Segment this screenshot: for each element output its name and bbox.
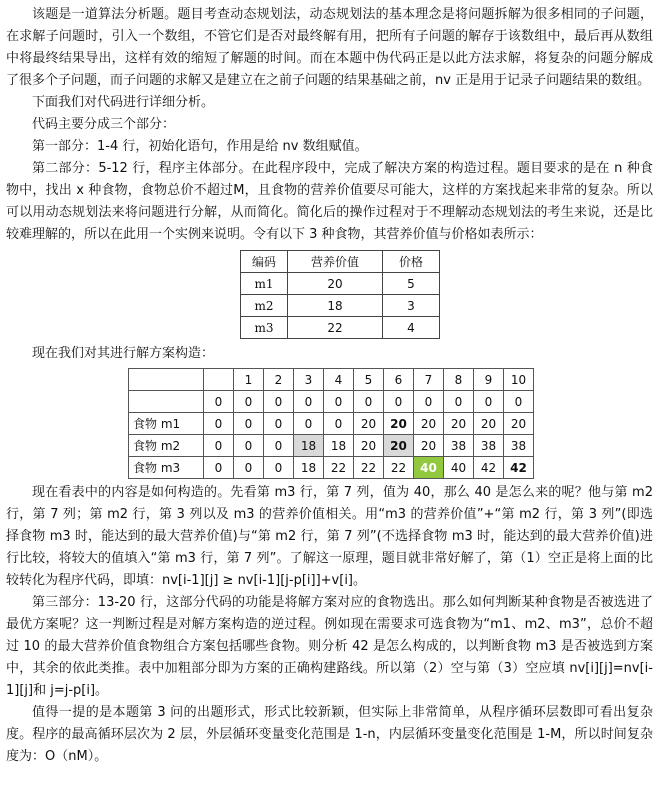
dp-cell: 20 bbox=[474, 413, 504, 435]
dp-row-label: 食物 m3 bbox=[129, 457, 204, 479]
dp-cell: 18 bbox=[294, 457, 324, 479]
dp-cell: 0 bbox=[504, 391, 534, 413]
dp-col-header: 9 bbox=[474, 369, 504, 391]
dp-cell: 42 bbox=[474, 457, 504, 479]
price-table-header bbox=[241, 251, 440, 273]
dp-cell: 0 bbox=[234, 435, 264, 457]
cell-value: 22 bbox=[288, 317, 383, 339]
dp-cell: 18 bbox=[324, 435, 354, 457]
dp-cell: 0 bbox=[264, 391, 294, 413]
header-price: 价格 bbox=[383, 251, 440, 273]
dp-cell: 38 bbox=[444, 435, 474, 457]
paragraph-parts: 代码主要分成三个部分： bbox=[32, 117, 176, 132]
cell-price: 5 bbox=[383, 273, 440, 295]
dp-col-header: 8 bbox=[444, 369, 474, 391]
price-row-m1 bbox=[241, 273, 440, 295]
dp-cell: 20 bbox=[354, 413, 384, 435]
cell-value: 18 bbox=[288, 295, 383, 317]
dp-col-header: 6 bbox=[384, 369, 414, 391]
paragraph-construct: 现在我们对其进行解方案构造： bbox=[32, 346, 215, 361]
food-price-table bbox=[240, 250, 440, 339]
dp-row-m3 bbox=[129, 457, 534, 479]
dp-cell: 0 bbox=[414, 391, 444, 413]
dp-cell: 20 bbox=[504, 413, 534, 435]
paragraph-part2: 第二部分：5-12 行，程序主体部分。在此程序段中，完成了解决方案的构造过程。题目要求的是在 n 种食物中，找出 x 种食物，食物总价不超过M，且食物的营养价值要尽可能大，这样的方案找起来非常的复杂。所以可以用动态规划法来将问题进行分解，从而简化。简化后的操作过程对于不理解动态规划法的考生来说，还是比较难理解的，所以在此用一个实例来说明。令有以下 3 种食物，其营养价值与价格如表所示： bbox=[6, 161, 653, 242]
dp-cell: 0 bbox=[474, 391, 504, 413]
dp-row-m2 bbox=[129, 435, 534, 457]
dp-col-header: 1 bbox=[234, 369, 264, 391]
dp-cell: 22 bbox=[354, 457, 384, 479]
price-row-m2 bbox=[241, 295, 440, 317]
dp-cell: 0 bbox=[324, 391, 354, 413]
dp-col-header: 2 bbox=[264, 369, 294, 391]
dp-cell: 22 bbox=[324, 457, 354, 479]
dp-cell: 0 bbox=[204, 435, 234, 457]
dp-cell: 0 bbox=[264, 435, 294, 457]
dp-cell: 0 bbox=[354, 391, 384, 413]
dp-row-0 bbox=[129, 391, 534, 413]
paragraph-part3: 第三部分：13-20 行，这部分代码的功能是将解方案对应的食物选出。那么如何判断某种食物是否被选进了最优方案呢？这一判断过程是对解方案构造的逆过程。例如现在需要求可选食物为“m1、m2、m3”，总价不超过 10 的最大营养价值食物组合方案包括哪些食物。则分析 42 是怎么构成的，以判断食物 m3 是否被选到方案中，其余的依此类推。表中加粗部分即为方案的正确构建路线。所以第（2）空与第（3）空应填 nv[i][j]=nv[i-1][j]和 j=j-p[i]。 bbox=[6, 595, 653, 698]
dp-cell-path: 42 bbox=[504, 457, 534, 479]
dp-table bbox=[128, 368, 534, 479]
dp-cell: 20 bbox=[414, 435, 444, 457]
dp-cell: 0 bbox=[294, 391, 324, 413]
paragraph-analysis: 下面我们对代码进行详细分析。 bbox=[32, 95, 215, 110]
dp-col-header: 10 bbox=[504, 369, 534, 391]
dp-cell: 0 bbox=[234, 457, 264, 479]
dp-cell: 0 bbox=[264, 413, 294, 435]
dp-cell: 20 bbox=[354, 435, 384, 457]
dp-row-label: 食物 m1 bbox=[129, 413, 204, 435]
cell-code: m3 bbox=[241, 317, 288, 339]
header-value: 营养价值 bbox=[288, 251, 383, 273]
dp-row-m1 bbox=[129, 413, 534, 435]
paragraph-explain: 现在看表中的内容是如何构造的。先看第 m3 行，第 7 列，值为 40，那么 40 是怎么来的呢？他与第 m2 行，第 7 列；第 m2 行，第 3 列以及 m3 的营养价值相关。用“m3 的营养价值”+“第 m2 行，第 3 列”(即选择食物 m3 时，能达到的最大营养价值)与“第 m2 行，第 7 列”(不选择食物 m3 时，能达到的最大营养价值)进行比较，将较大的值填入“第 m3 行，第 7 列”。了解这一原理，题目就非常好解了，第（1）空正是将上面的比较转化为程序代码，即填：nv[i-1][j] ≥ nv[i-1][j-p[i]]+v[i]。 bbox=[6, 485, 653, 588]
dp-cell: 0 bbox=[264, 457, 294, 479]
price-row-m3 bbox=[241, 317, 440, 339]
dp-cell: 0 bbox=[234, 391, 264, 413]
cell-code: m1 bbox=[241, 273, 288, 295]
paragraph-part1: 第一部分：1-4 行，初始化语句，作用是给 nv 数组赋值。 bbox=[32, 139, 368, 154]
dp-col-header: 5 bbox=[354, 369, 384, 391]
dp-corner bbox=[129, 369, 204, 391]
dp-header-row bbox=[129, 369, 534, 391]
dp-cell: 38 bbox=[504, 435, 534, 457]
paragraph-complexity: 值得一提的是本题第 3 问的出题形式，形式比较新颖，但实际上非常简单，从程序循环层数即可看出复杂度。程序的最高循环层次为 2 层，外层循环变量变化范围是 1-n，内层循环变量变化范围是 1-M，所以时间复杂度为：O（nM）。 bbox=[6, 705, 653, 764]
dp-cell-highlight: 18 bbox=[294, 435, 324, 457]
header-code: 编码 bbox=[241, 251, 288, 273]
dp-cell: 22 bbox=[384, 457, 414, 479]
dp-cell: 0 bbox=[204, 391, 234, 413]
dp-cell: 0 bbox=[204, 457, 234, 479]
dp-cell-example: 40 bbox=[414, 457, 444, 479]
dp-cell: 38 bbox=[474, 435, 504, 457]
dp-cell: 0 bbox=[204, 413, 234, 435]
dp-cell-path: 20 bbox=[384, 435, 414, 457]
dp-row-label: 食物 m2 bbox=[129, 435, 204, 457]
dp-cell: 20 bbox=[414, 413, 444, 435]
cell-price: 3 bbox=[383, 295, 440, 317]
dp-col-header: 7 bbox=[414, 369, 444, 391]
dp-cell: 0 bbox=[444, 391, 474, 413]
dp-cell-path: 20 bbox=[384, 413, 414, 435]
dp-cell: 0 bbox=[234, 413, 264, 435]
dp-cell: 40 bbox=[444, 457, 474, 479]
dp-cell: 0 bbox=[294, 413, 324, 435]
cell-code: m2 bbox=[241, 295, 288, 317]
dp-cell: 20 bbox=[444, 413, 474, 435]
dp-cell: 0 bbox=[384, 391, 414, 413]
cell-value: 20 bbox=[288, 273, 383, 295]
dp-col-header: 4 bbox=[324, 369, 354, 391]
paragraph-intro: 该题是一道算法分析题。题目考查动态规划法，动态规划法的基本理念是将问题拆解为很多相同的子问题，在求解子问题时，引入一个数组，不管它们是否对最终解有用，把所有子问题的解存于该数组中，最后再从数组中将最终结果导出，这样有效的缩短了解题的时间。而在本题中伪代码正是以此方法求解，将复杂的问题分解成了很多个子问题，而子问题的求解又是建立在之前子问题的结果基础之前，nv 正是用于记录子问题结果的数组。 bbox=[6, 7, 653, 88]
dp-row-label bbox=[129, 391, 204, 413]
cell-price: 4 bbox=[383, 317, 440, 339]
dp-col-header: 3 bbox=[294, 369, 324, 391]
dp-col-header bbox=[204, 369, 234, 391]
dp-cell: 0 bbox=[324, 413, 354, 435]
